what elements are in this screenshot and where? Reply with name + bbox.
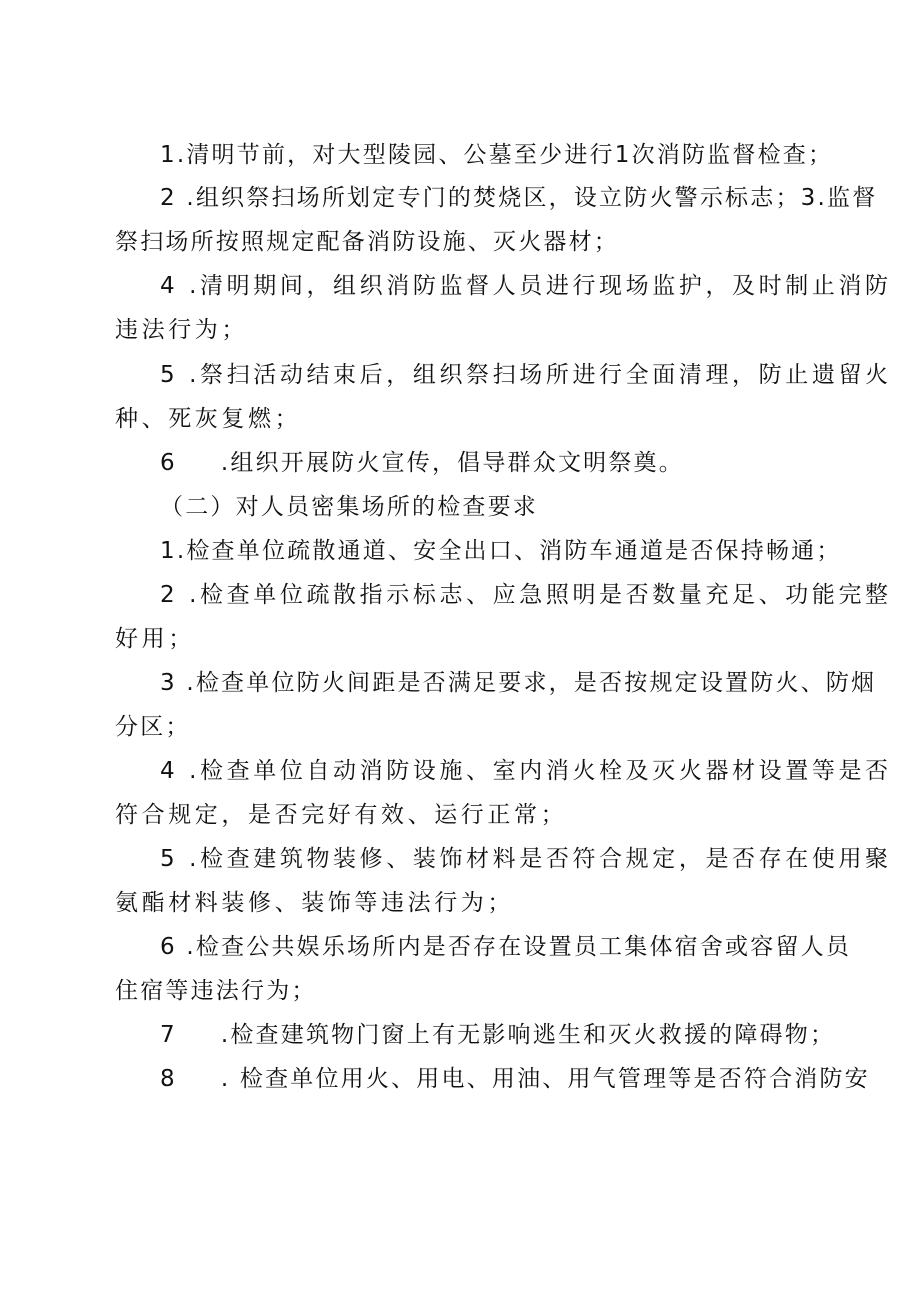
- s2-item-3-line-1: 3 .检查单位防火间距是否满足要求，是否按规定设置防火、防烟: [160, 670, 877, 696]
- s2-item-7: [160, 1020, 835, 1050]
- s1-item-6-text: .组织开展防火宣传，倡导群众文明祭奠。: [220, 450, 684, 476]
- s2-item-3-line-2: 分区；: [115, 714, 191, 740]
- s2-item-6-line-2: 住宿等违法行为；: [115, 978, 317, 1004]
- s1-item-1: 1.清明节前，对大型陵园、公墓至少进行1次消防监督检查；: [160, 142, 834, 168]
- s1-item-6-number: 6: [160, 450, 177, 476]
- s1-item-2-line-2: 祭扫场所按照规定配备消防设施、灭火器材；: [115, 229, 619, 255]
- s2-item-4-line-2: 符合规定，是否完好有效、运行正常；: [115, 802, 568, 828]
- s2-item-8-number: 8: [160, 1066, 177, 1092]
- section2-heading: （二）对人员密集场所的检查要求: [160, 494, 538, 520]
- s2-item-2-line-2: 好用；: [115, 626, 195, 652]
- s1-item-4-line-2: 违法行为；: [115, 317, 248, 343]
- s2-item-5-line-1: 5 .检查建筑物装修、装饰材料是否符合规定，是否存在使用聚: [160, 846, 892, 872]
- s2-item-8-text: . 检查单位用火、用电、用油、用气管理等是否符合消防安: [220, 1066, 870, 1092]
- s1-item-2-line-1: 2 .组织祭扫场所划定专门的焚烧区，设立防火警示标志；3.监督: [160, 185, 878, 211]
- s1-item-5-line-1: 5 .祭扫活动结束后，组织祭扫场所进行全面清理，防止遗留火: [160, 362, 892, 388]
- s2-item-7-number: 7: [160, 1022, 177, 1048]
- s1-item-4-line-1: 4 .清明期间，组织消防监督人员进行现场监护，及时制止消防: [160, 273, 892, 299]
- s1-item-6: [160, 448, 684, 478]
- s2-item-7-text: .检查建筑物门窗上有无影响逃生和灭火救援的障碍物；: [220, 1022, 836, 1048]
- s2-item-5-line-2: 氨酯材料装修、装饰等违法行为；: [115, 890, 514, 916]
- s2-item-8: [160, 1064, 870, 1094]
- s2-item-4-line-1: 4 .检查单位自动消防设施、室内消火栓及灭火器材设置等是否: [160, 758, 892, 784]
- s1-item-5-line-2: 种、死灰复燃；: [115, 406, 302, 432]
- s2-item-2-line-1: 2 .检查单位疏散指示标志、应急照明是否数量充足、功能完整: [160, 582, 892, 608]
- s2-item-6-line-1: 6 .检查公共娱乐场所内是否存在设置员工集体宿舍或容留人员: [160, 934, 852, 960]
- s2-item-1: 1.检查单位疏散通道、安全出口、消防车通道是否保持畅通；: [160, 538, 842, 564]
